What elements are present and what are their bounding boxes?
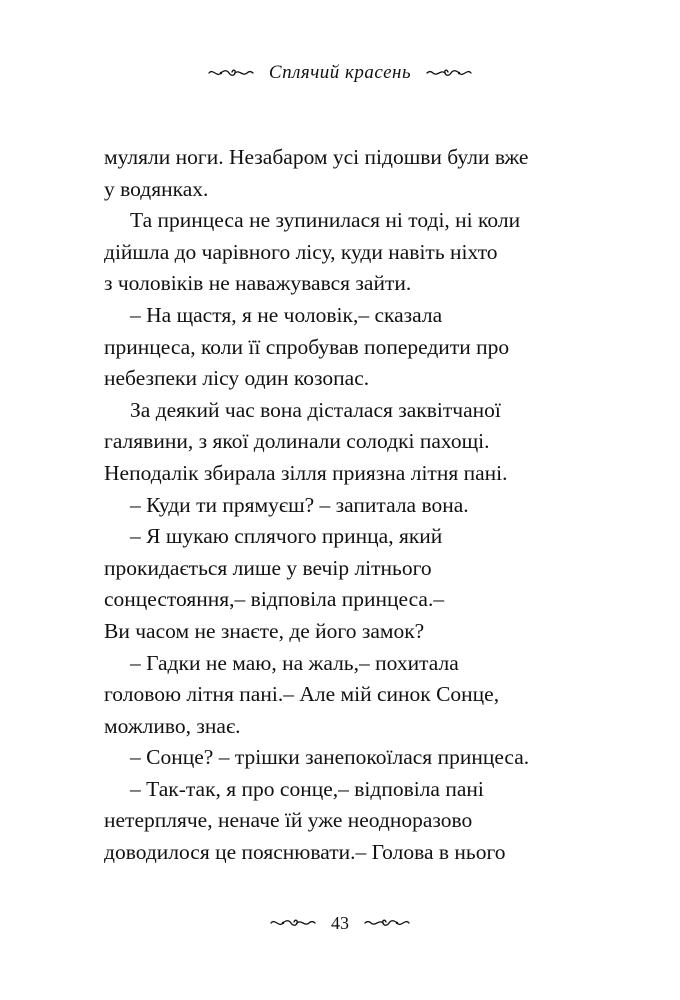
text-line: – На щастя, я не чоловік,– сказала: [130, 302, 443, 327]
text-line: муляли ноги. Незабаром усі підошви були вже: [104, 145, 529, 169]
running-header: [0, 58, 680, 88]
text-line: можливо, знає.: [104, 713, 241, 738]
right-flourish-icon: [425, 66, 473, 80]
text-line: принцеса, коли її спробував попередити про: [104, 334, 510, 359]
text-line: головою літня пані.– Але мій синок Сонце,: [104, 682, 500, 707]
text-line: нетерпляче, неначе їй уже неодноразово: [104, 808, 473, 833]
text-line: прокидається лише у вечір літнього: [104, 555, 432, 580]
text-line: небезпеки лісу один козопас.: [104, 366, 370, 391]
page-footer: [0, 908, 680, 938]
text-line: – Куди ти прямуєш? – запитала вона.: [130, 492, 469, 517]
text-line: у водянках.: [104, 176, 209, 201]
text-line: – Сонце? – трішки занепокоїлася принцеса.: [130, 745, 530, 770]
book-title: Сплячий красень: [268, 62, 412, 83]
text-line: Неподалік збирала зілля приязна літня пані.: [104, 460, 508, 485]
left-flourish-icon: [207, 66, 255, 80]
text-line: сонцестояння,– відповіла принцеса.–: [104, 587, 445, 612]
right-flourish-icon: [363, 916, 411, 930]
page-number: 43: [331, 912, 349, 933]
text-line: – Так-так, я про сонце,– відповіла пані: [130, 776, 484, 801]
text-line: За деякий час вона дісталася заквітчаної: [130, 397, 501, 422]
text-line: – Гадки не маю, на жаль,– похитала: [130, 650, 459, 675]
page-body-text: [104, 142, 584, 869]
text-line: Ви часом не знаєте, де його замок?: [104, 618, 425, 643]
text-line: галявини, з якої долинали солодкі пахощі.: [104, 429, 490, 454]
left-flourish-icon: [269, 916, 317, 930]
text-line: доводилося це пояснювати.– Голова в нього: [104, 840, 506, 865]
text-line: Та принцеса не зупинилася ні тоді, ні коли: [130, 208, 521, 233]
text-line: – Я шукаю сплячого принца, який: [130, 524, 443, 549]
text-line: з чоловіків не наважувався зайти.: [104, 271, 412, 296]
text-line: дійшла до чарівного лісу, куди навіть ніхто: [104, 239, 498, 264]
